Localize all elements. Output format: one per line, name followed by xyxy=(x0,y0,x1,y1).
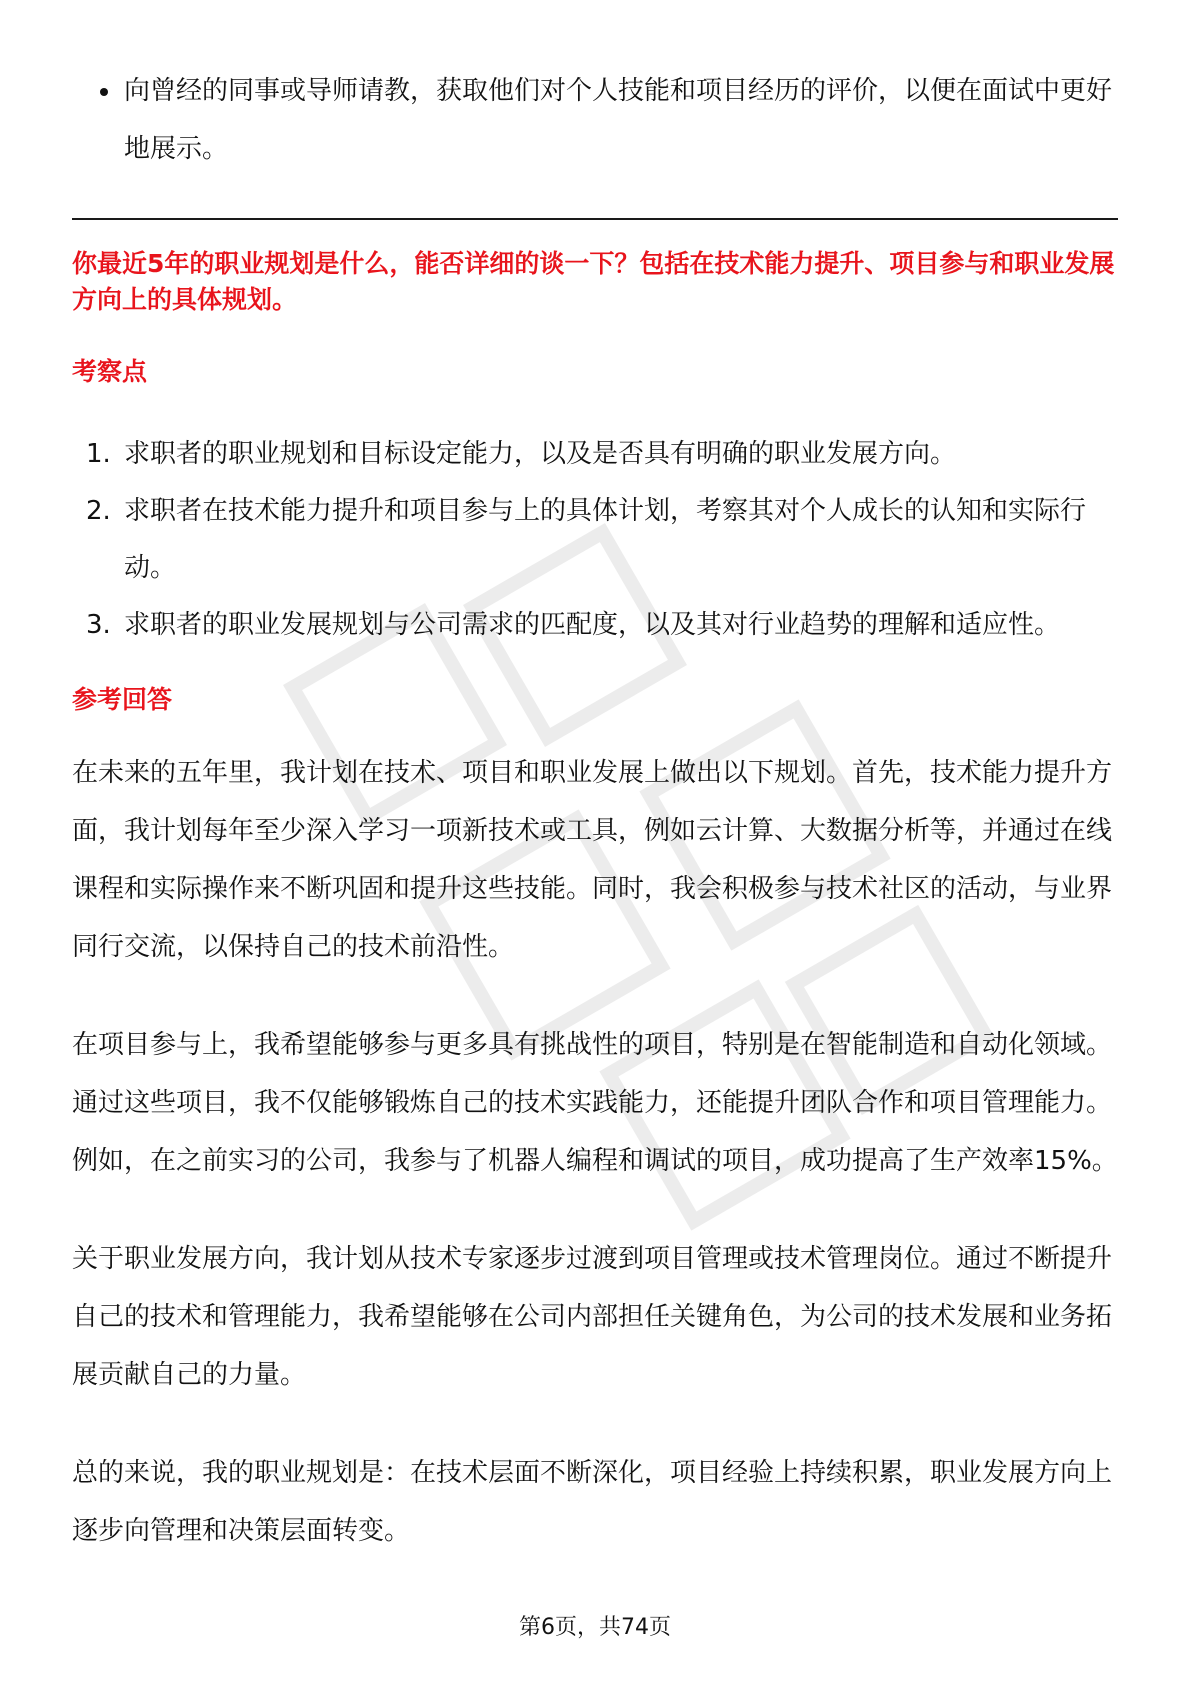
list-item-text: 求职者的职业发展规划与公司需求的匹配度，以及其对行业趋势的理解和适应性。 xyxy=(124,610,1061,640)
bullet-text: 向曾经的同事或导师请教，获取他们对个人技能和项目经历的评价，以便在面试中更好地展示。 xyxy=(124,76,1113,164)
answer-paragraph: 在未来的五年里，我计划在技术、项目和职业发展上做出以下规划。首先，技术能力提升方面，我计划每年至少深入学习一项新技术或工具，例如云计算、大数据分析等，并通过在线课程和实际操作来不断巩固和提升这些技能。同时，我会积极参与技术社区的活动，与业界同行交流，以保持自己的技术前沿性。 xyxy=(72,758,1113,962)
list-number: 3. xyxy=(86,610,111,640)
list-item-text: 求职者在技术能力提升和项目参与上的具体计划，考察其对个人成长的认知和实际行动。 xyxy=(124,496,1087,583)
list-item xyxy=(72,483,1118,597)
points-list xyxy=(72,426,1118,654)
list-item xyxy=(72,62,1118,178)
list-item xyxy=(72,597,1118,654)
list-item xyxy=(72,426,1118,483)
answer-paragraph: 关于职业发展方向，我计划从技术专家逐步过渡到项目管理或技术管理岗位。通过不断提升自己的技术和管理能力，我希望能够在公司内部担任关键角色，为公司的技术发展和业务拓展贡献自己的力量。 xyxy=(72,1244,1113,1390)
section-divider xyxy=(72,218,1118,220)
points-heading: 考察点 xyxy=(72,357,148,386)
bullet-icon xyxy=(100,88,108,96)
answer-paragraph: 在项目参与上，我希望能够参与更多具有挑战性的项目，特别是在智能制造和自动化领域。通过这些项目，我不仅能够锻炼自己的技术实践能力，还能提升团队合作和项目管理能力。例如，在之前实习的公司，我参与了机器人编程和调试的项目，成功提高了生产效率15%。 xyxy=(72,1030,1118,1176)
question-title: 你最近5年的职业规划是什么，能否详细的谈一下？包括在技术能力提升、项目参与和职业发展方向上的具体规划。 xyxy=(72,249,1115,314)
page-content xyxy=(72,62,1118,1560)
answer-paragraph: 总的来说，我的职业规划是：在技术层面不断深化，项目经验上持续积累，职业发展方向上逐步向管理和决策层面转变。 xyxy=(72,1458,1113,1546)
page-number-footer: 第6页，共74页 xyxy=(519,1615,671,1640)
answer-heading: 参考回答 xyxy=(72,685,173,714)
list-number: 2. xyxy=(86,496,111,526)
list-number: 1. xyxy=(86,439,111,469)
list-item-text: 求职者的职业规划和目标设定能力，以及是否具有明确的职业发展方向。 xyxy=(124,439,957,469)
